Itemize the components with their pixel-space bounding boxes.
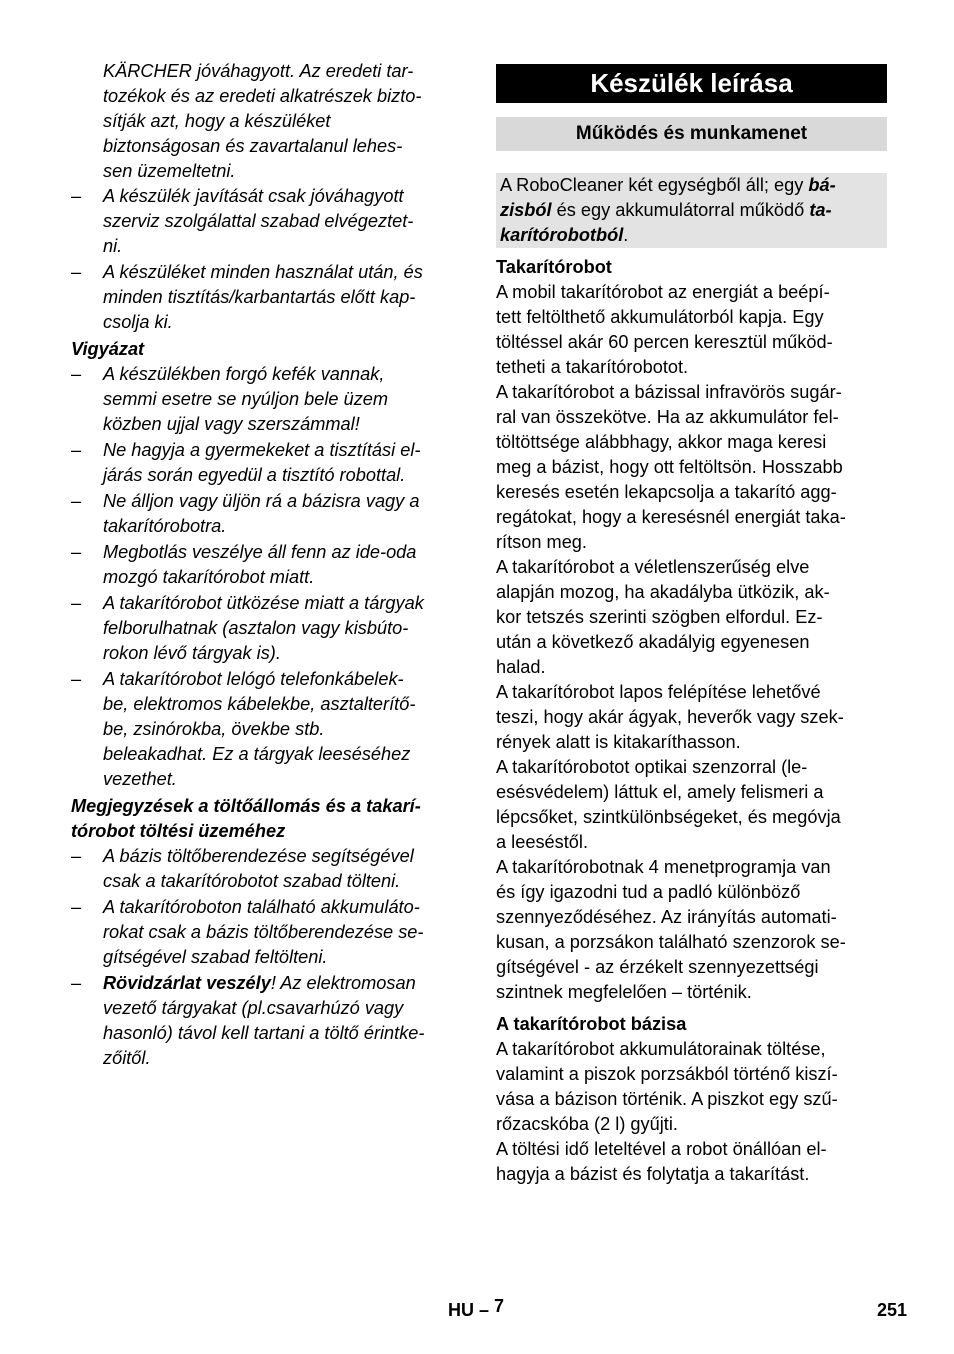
paragraph: A takarítórobotnak 4 menetprogramja van és így igazodni tud a padló különböző szennyeződéséhez. Az irányítás automati- kusan, a porzsákon található szenzorok se- gítségével - az érzékelt szennyezettségi szintnek megfelelően – történik. [496, 857, 846, 1002]
list-item: – A készülék javítását csak jóváhagyott szerviz szolgálattal szabad elvégeztet- ni. [71, 186, 414, 256]
dash-bullet: – [71, 897, 82, 917]
paragraph: A takarítórobot akkumulátorainak töltése, valamint a piszok porzsákból történő kiszí- vása a bázison történik. A piszkot egy szű- rőzacskóba (2 l) gyűjti. [496, 1039, 838, 1134]
dash-bullet: – [71, 669, 82, 689]
paragraph: A mobil takarítórobot az energiát a beépí- tett feltölthető akkumulátorból kapja. Egy töltéssel akár 60 percen keresztül működ- tetheti a takarítórobotot. [496, 282, 833, 377]
dash-bullet: – [71, 593, 82, 613]
list-item: – A takarítórobot ütközése miatt a tárgyak felborulhatnak (asztalon vagy kisbúto- rokon lévő tárgyak is). [71, 593, 424, 663]
section-title: Készülék leírása [496, 64, 887, 103]
list-item: – A készülékben forgó kefék vannak, semmi esetre se nyúljon bele üzem közben ujjal vagy szerszámmal! [71, 364, 389, 434]
base-heading: A takarítórobot bázisa [496, 1014, 687, 1034]
page-number: 251 [877, 1300, 908, 1320]
caution-heading: Vigyázat [71, 339, 145, 359]
continued-paragraph: KÄRCHER jóváhagyott. Az eredeti tar- tozékok és az eredeti alkatrészek bizto- sítják azt, hogy a készüléket biztonságosan és zavartalanul lehes- sen üzemeltetni. [103, 61, 422, 181]
list-item: – Ne álljon vagy üljön rá a bázisra vagy a takarítórobotra. [71, 491, 420, 536]
short-circuit-warning: Rövidzárlat veszély [103, 973, 271, 993]
list-item: – Rövidzárlat veszély! Az elektromosan vezető tárgyakat (pl.csavarhúzó vagy hasonló) távol kell tartani a töltő érintke- zőitől. [71, 973, 425, 1068]
intro-box: A RoboCleaner két egységből áll; egy bá- zisból és egy akkumulátorral működő ta- karítórobotból. [496, 173, 887, 248]
subsection-title: Működés és munkamenet [496, 117, 887, 151]
footer-language-page: HU – 7 [448, 1296, 505, 1320]
list-item: – Megbotlás veszélye áll fenn az ide-oda mozgó takarítórobot miatt. [71, 542, 417, 587]
right-column [496, 64, 887, 1187]
charging-notes-heading: Megjegyzések a töltőállomás és a takarí- tórobot töltési üzeméhez [71, 796, 421, 841]
dash-bullet: – [71, 973, 82, 993]
dash-bullet: – [71, 440, 82, 460]
paragraph: A töltési idő leteltével a robot önállóan el- hagyja a bázist és folytatja a takarítást. [496, 1139, 827, 1184]
paragraph: A takarítórobot lapos felépítése lehetővé teszi, hogy akár ágyak, heverők vagy szek- rények alatt is kitakaríthasson. [496, 682, 844, 752]
list-item: – A takarítóroboton található akkumuláto- rokat csak a bázis töltőberendezése se- gítségével szabad feltölteni. [71, 897, 424, 967]
left-column [71, 59, 463, 1072]
list-item: – A készüléket minden használat után, és minden tisztítás/karbantartás előtt kap- csolja ki. [71, 262, 423, 332]
dash-bullet: – [71, 364, 82, 384]
list-item: – A takarítórobot lelógó telefonkábelek- be, elektromos kábelekbe, asztalterítő- be, zsinórokba, övekbe stb. beleakadhat. Ez a tárgyak leeséséhez vezethet. [71, 669, 416, 789]
dash-bullet: – [71, 262, 82, 282]
dash-bullet: – [71, 846, 82, 866]
dash-bullet: – [71, 491, 82, 511]
paragraph: A takarítórobotot optikai szenzorral (le- esésvédelem) láttuk el, amely felismeri a lépcsőket, szintkülönbségeket, és megóvja a leeséstől. [496, 757, 841, 852]
paragraph: A takarítórobot a véletlenszerűség elve alapján mozog, ha akadályba ütközik, ak- kor tetszés szerinti szögben elfordul. Ez- után a következő akadályig egyenesen halad. [496, 557, 830, 677]
list-item: – Ne hagyja a gyermekeket a tisztítási el- járás során egyedül a tisztító robottal. [71, 440, 421, 485]
robot-heading: Takarítórobot [496, 257, 612, 277]
paragraph: A takarítórobot a bázissal infravörös sugár- ral van összekötve. Ha az akkumulátor fel- töltöttsége alábbhagy, akkor maga keresi meg a bázist, hogy ott feltöltsön. Hosszabb keresés esetén lekapcsolja a takarító agg- regátokat, hogy a keresésnél energiát taka- rítson meg. [496, 382, 846, 552]
list-item: – A bázis töltőberendezése segítségével csak a takarítórobotot szabad tölteni. [71, 846, 414, 891]
dash-bullet: – [71, 186, 82, 206]
dash-bullet: – [71, 542, 82, 562]
